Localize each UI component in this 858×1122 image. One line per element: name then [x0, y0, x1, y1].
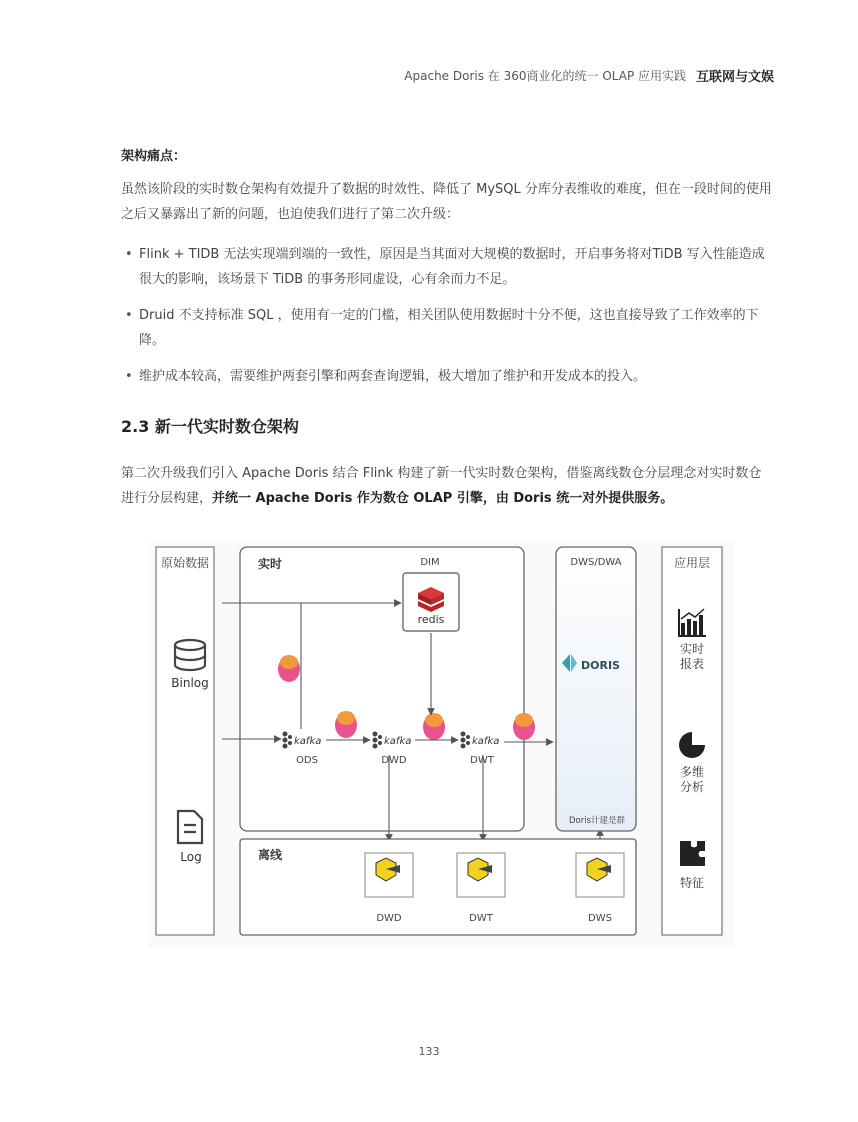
- offline-label: 离线: [258, 848, 283, 862]
- flink-icon: [423, 713, 445, 740]
- realtime-label: 实时: [258, 557, 283, 571]
- app-multi-label-1: 多维: [679, 765, 705, 779]
- app-realtime-label-2: 报表: [679, 657, 705, 671]
- pain-points-heading: 架构痛点：: [121, 149, 187, 164]
- log-label: Log: [180, 850, 202, 864]
- ods-label: ODS: [296, 755, 318, 766]
- dws-dwa-box: [556, 547, 636, 831]
- app-feature-label: 特征: [679, 876, 705, 890]
- pain-points-intro: 虽然该阶段的实时数仓架构有效提升了数据的时效性、降低了 MySQL 分库分表维收的难度，但在一段时间的使用之后又暴露出了新的问题，也迫使我们进行了第二次升级：: [121, 182, 772, 222]
- app-realtime-label-1: 实时: [679, 642, 705, 656]
- pain-points-list: [121, 242, 773, 400]
- section-paragraph-bold: 并统一 Apache Doris 作为数仓 OLAP 引擎，由 Doris 统一对外提供服务。: [212, 491, 674, 506]
- kafka-label: kafka: [472, 736, 500, 747]
- header-title: Apache Doris 在 360商业化的统一 OLAP 应用实践: [404, 69, 686, 83]
- flink-icon: [513, 713, 535, 740]
- dws-dwa-label: DWS/DWA: [570, 557, 622, 568]
- section-paragraph: [121, 461, 773, 511]
- list-item: • Flink + TIDB 无法实现端到端的一致性，原因是当其面对大规模的数据时，开启事务将对TiDB 写入性能造成很大的影响，该场景下 TiDB 的事务形同虚设，心有余而力不足。: [121, 242, 773, 292]
- hive-icon: [457, 853, 505, 897]
- architecture-diagram-svg: [148, 541, 734, 948]
- app-multi-label-2: 分析: [679, 780, 705, 794]
- kafka-label: kafka: [384, 736, 412, 747]
- offline-dwd-label: DWD: [376, 913, 402, 924]
- section-title: 2.3 新一代实时数仓架构: [121, 417, 299, 436]
- binlog-label: Binlog: [171, 676, 209, 690]
- doris-cluster-label: Doris计建是群: [568, 816, 626, 826]
- flink-icon: [278, 655, 300, 682]
- list-item: • Druid 不支持标准 SQL ，使用有一定的门槛，相关团队使用数据时十分不便，这也直接导致了工作效率的下降。: [121, 303, 773, 353]
- architecture-diagram: [148, 541, 734, 948]
- dwt-label: DWT: [470, 755, 494, 766]
- header-section: 互联网与文娱: [696, 70, 775, 85]
- offline-dwt-label: DWT: [469, 913, 493, 924]
- doris-label: DORIS: [581, 659, 620, 672]
- list-item: • 维护成本较高，需要维护两套引擎和两套查询逻辑，极大增加了维护和开发成本的投入。: [121, 364, 773, 389]
- offline-dws-label: DWS: [588, 913, 612, 924]
- hive-icon: [365, 853, 413, 897]
- raw-data-box: [156, 547, 214, 935]
- dwd-label: DWD: [381, 755, 407, 766]
- app-layer-label: 应用层: [673, 556, 711, 570]
- redis-label: redis: [417, 613, 445, 626]
- section-paragraph-text: 第二次升级我们引入 Apache Doris 结合 Flink 构建了新一代实时数仓架构，借鉴离线数仓分层理念对实时数仓进行分层构建，: [121, 466, 762, 506]
- flink-icon: [335, 711, 357, 738]
- raw-data-label: 原始数据: [160, 556, 210, 570]
- page-number: 133: [418, 1045, 440, 1058]
- dim-label: DIM: [420, 557, 440, 568]
- kafka-label: kafka: [294, 736, 322, 747]
- realtime-box: [240, 547, 524, 831]
- hive-icon: [576, 853, 624, 897]
